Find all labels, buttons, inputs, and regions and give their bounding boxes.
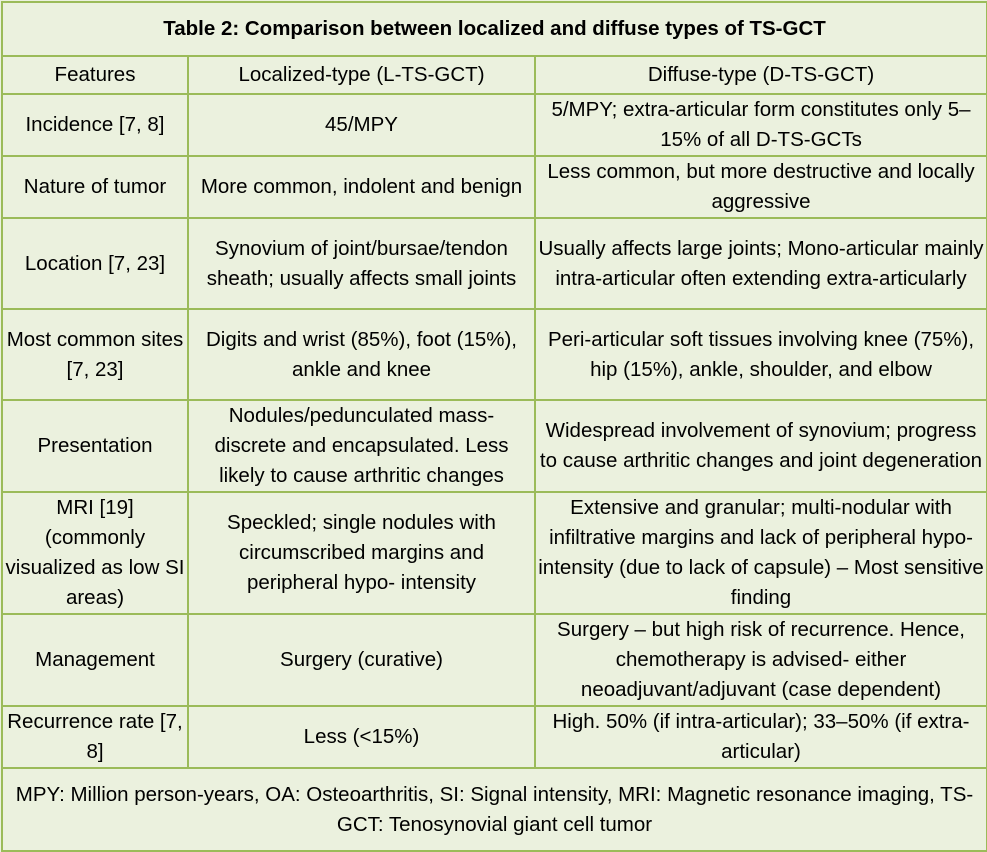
feature-cell: Incidence [7, 8]	[2, 94, 188, 156]
table-row	[2, 94, 987, 156]
header-localized: Localized-type (L-TS-GCT)	[188, 56, 535, 94]
diffuse-cell: Usually affects large joints; Mono-articular mainly intra-articular often extending extra-articularly	[535, 218, 987, 309]
table-footnote: MPY: Million person-years, OA: Osteoarthritis, SI: Signal intensity, MRI: Magnetic resonance imaging, TS-GCT: Tenosynovial giant cell tumor	[2, 768, 987, 851]
diffuse-cell: High. 50% (if intra-articular); 33–50% (if extra-articular)	[535, 706, 987, 768]
diffuse-cell: Extensive and granular; multi-nodular with infiltrative margins and lack of peripheral hypo-intensity (due to lack of capsule) – Most sensitive finding	[535, 492, 987, 614]
table-title: Table 2: Comparison between localized and diffuse types of TS-GCT	[2, 2, 987, 56]
table-row	[2, 706, 987, 768]
table-row	[2, 614, 987, 706]
feature-cell: Management	[2, 614, 188, 706]
feature-cell: MRI [19] (commonly visualized as low SI areas)	[2, 492, 188, 614]
footnote-row	[2, 768, 987, 851]
localized-cell: Synovium of joint/bursae/tendon sheath; usually affects small joints	[188, 218, 535, 309]
feature-cell: Recurrence rate [7, 8]	[2, 706, 188, 768]
diffuse-cell: Widespread involvement of synovium; progress to cause arthritic changes and joint degeneration	[535, 400, 987, 492]
diffuse-cell: Less common, but more destructive and locally aggressive	[535, 156, 987, 218]
table-row	[2, 156, 987, 218]
header-features: Features	[2, 56, 188, 94]
comparison-table	[1, 1, 987, 852]
title-row	[2, 2, 987, 56]
table-row	[2, 309, 987, 400]
localized-cell: Less (<15%)	[188, 706, 535, 768]
table-row	[2, 218, 987, 309]
feature-cell: Most common sites [7, 23]	[2, 309, 188, 400]
header-row	[2, 56, 987, 94]
localized-cell: Speckled; single nodules with circumscribed margins and peripheral hypo- intensity	[188, 492, 535, 614]
header-diffuse: Diffuse-type (D-TS-GCT)	[535, 56, 987, 94]
table-row	[2, 492, 987, 614]
localized-cell: Nodules/pedunculated mass- discrete and encapsulated. Less likely to cause arthritic changes	[188, 400, 535, 492]
localized-cell: More common, indolent and benign	[188, 156, 535, 218]
diffuse-cell: Surgery – but high risk of recurrence. Hence, chemotherapy is advised- either neoadjuvant/adjuvant (case dependent)	[535, 614, 987, 706]
feature-cell: Nature of tumor	[2, 156, 188, 218]
localized-cell: 45/MPY	[188, 94, 535, 156]
localized-cell: Digits and wrist (85%), foot (15%), ankle and knee	[188, 309, 535, 400]
table-row	[2, 400, 987, 492]
feature-cell: Presentation	[2, 400, 188, 492]
diffuse-cell: 5/MPY; extra-articular form constitutes only 5–15% of all D-TS-GCTs	[535, 94, 987, 156]
feature-cell: Location [7, 23]	[2, 218, 188, 309]
localized-cell: Surgery (curative)	[188, 614, 535, 706]
diffuse-cell: Peri-articular soft tissues involving knee (75%), hip (15%), ankle, shoulder, and elbow	[535, 309, 987, 400]
